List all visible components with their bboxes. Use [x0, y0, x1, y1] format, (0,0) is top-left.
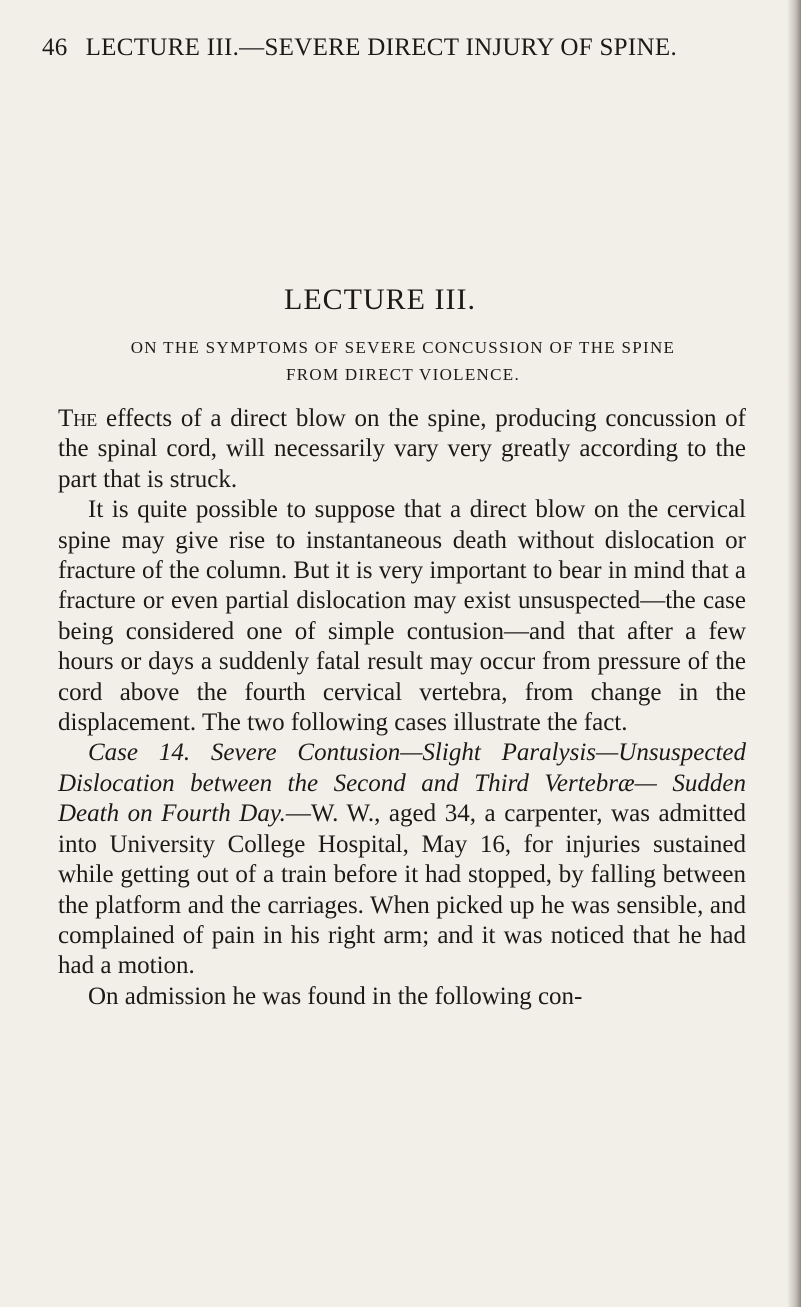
paragraph-2: It is quite possible to suppose that a direct blow on the cervical spine may give rise to instantaneous death without dislocation or fracture of the column. But it is very important to bear in mind that a fracture or even partial dislocation may exist unsuspected—the case being considered one of simple contusion—and that after a few hours or days a suddenly fatal result may occur from pressure of the cord above the fourth cervical vertebra, from change in the displacement. The two following cases illustrate the fact.: [58, 496, 747, 737]
paragraph-1-text: effects of a direct blow on the spine, producing concussion of the spinal cord, will necessarily vary very greatly according to the part that is struck.: [58, 405, 746, 493]
subtitle-line-1: ON THE SYMPTOMS OF SEVERE CONCUSSION OF THE SPINE: [130, 338, 676, 357]
page-number: 46: [42, 34, 68, 61]
paragraph-1: [58, 404, 746, 495]
paragraph-4: On admission he was found in the following con-: [88, 982, 583, 1010]
case-text: —W. W., aged 34, a carpenter, was admitted into University College Hospital, May 16, for injuries sustained while getting out of a train before it had stopped, by falling between the platform and the carriages. When picked up he was sensible, and complained of pain in his right arm; and it was noticed that he had had a motion.: [58, 800, 746, 980]
lecture-title: LECTURE III.: [284, 283, 476, 316]
case-label: Case 14.: [88, 739, 191, 767]
page-edge-shadow: [787, 0, 801, 1307]
running-head-title: LECTURE III.—SEVERE DIRECT INJURY OF SPINE.: [85, 34, 677, 61]
paragraph-1-lead: The: [58, 405, 98, 432]
subtitle-line-2: FROM DIRECT VIOLENCE.: [286, 365, 520, 384]
lecture-subtitle: [58, 334, 748, 388]
case-title: Severe Contusion—Slight Paralysis—Unsuspected Dislocation between the Second and Third Vertebræ— Sudden Death on Fourth Day.: [58, 739, 747, 828]
paragraph-3: [58, 738, 746, 981]
body-text: [58, 404, 746, 1012]
running-head: [42, 34, 742, 62]
